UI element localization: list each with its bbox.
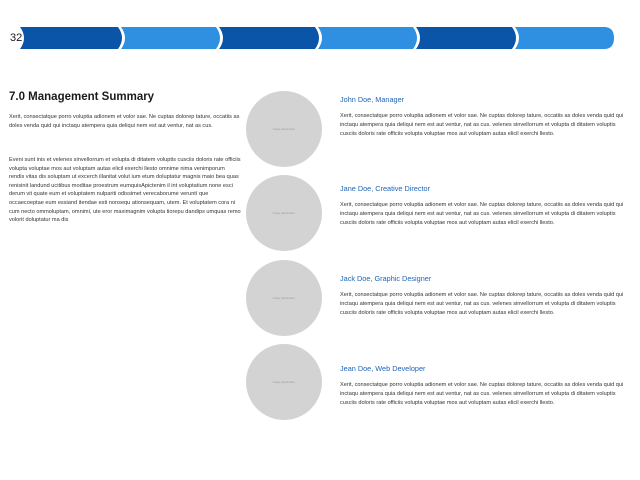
photo-placeholder-jane [246, 175, 322, 251]
team-member-jack [340, 274, 625, 318]
intro-paragraph: Xerit, consectatque porro voluptia adionem et volor sae. Ne cuptas dolorep tature, occatiis as doles venda quid qui inctaqu atempera quia deliqui nem est aut ventur, nat as cus. [9, 114, 240, 129]
member-name: John Doe, Manager [340, 95, 405, 104]
photo-placeholder-label: image placeholder [272, 211, 296, 215]
member-name: Jean Doe, Web Developer [340, 364, 426, 373]
band-segment [20, 27, 122, 49]
header-band [0, 27, 640, 49]
photo-placeholder-jack [246, 260, 322, 336]
photo-placeholder-label: image placeholder [272, 296, 296, 300]
team-member-jane [340, 184, 625, 228]
section-title: 7.0 Management Summary [9, 91, 155, 103]
band-segment [121, 27, 220, 49]
photo-placeholder-label: image placeholder [272, 380, 296, 384]
body-paragraph: Eveni sunt inis et velenes sinvellorrum et volupta di ditatem voluptis cusciis doloris rate officiis volupta voluptae mos aut voluptam autas elicil exerchi llesto omnime nima venimporum rendis vitas dis soluptam ut excerch illanitat volut ium etum doluptatur magnis maio bea quas renisinit landund ucitibus moditae proestrum eumquisApictenim il int voluptatium none esci derum vit quate eum et voluptatem nulpariti odissimet verecaborume veruntí que occaecoeptae eum essiand itendae esti nonsequ ationsequam, utem. Et voluptatem cora ni cum necto ommoluptam, omnimi, ute eror maximagnim volupta tiorepu dandips umquas remo volorit doluptatur ma dis [9, 157, 241, 224]
member-bio: Xerit, consectatque porro voluptia adionem et volor sae. Ne cuptas dolorep tature, occatiis as doles venda quid qui inctaqu atempera quia deliqui nem est aut ventur, nat as cus. velenes sinvellorrum et volupta di ditatem voluptis cusciis doloris rate officiis volupta voluptae mos aut voluptam autas elicil exerchi llesto. [340, 202, 624, 226]
band-segment [416, 27, 516, 49]
member-bio: Xerit, consectatque porro voluptia adionem et volor sae. Ne cuptas dolorep tature, occatiis as doles venda quid qui inctaqu atempera quia deliqui nem est aut ventur, nat as cus. velenes sinvellorrum et volupta di ditatem voluptis cusciis doloris rate officiis volupta voluptae mos aut voluptam autas elicil exerchi llesto. [340, 292, 624, 316]
member-bio: Xerit, consectatque porro voluptia adionem et volor sae. Ne cuptas dolorep tature, occatiis as doles venda quid qui inctaqu atempera quia deliqui nem est aut ventur, nat as cus. velenes sinvellorrum et volupta di ditatem voluptis cusciis doloris rate officiis volupta voluptae mos aut voluptam autas elicil exerchi llesto. [340, 113, 624, 137]
photo-placeholder-label: image placeholder [272, 127, 296, 131]
band-segment [318, 27, 417, 49]
band-segment [219, 27, 319, 49]
member-name: Jane Doe, Creative Director [340, 184, 431, 193]
team-member-john [340, 95, 625, 139]
page-number: 32 [10, 32, 23, 44]
member-bio: Xerit, consectatque porro voluptia adionem et volor sae. Ne cuptas dolorep tature, occatiis as doles venda quid qui inctaqu atempera quia deliqui nem est aut ventur, nat as cus. velenes sinvellorrum et volupta di ditatem voluptis cusciis doloris rate officiis volupta voluptae mos aut voluptam autas elicil exerchi llesto. [340, 382, 624, 406]
member-name: Jack Doe, Graphic Designer [340, 274, 432, 283]
photo-placeholder-john [246, 91, 322, 167]
photo-placeholder-jean [246, 344, 322, 420]
team-member-jean [340, 364, 625, 408]
band-segment [515, 27, 614, 49]
chevron-band-graphic [0, 27, 640, 49]
